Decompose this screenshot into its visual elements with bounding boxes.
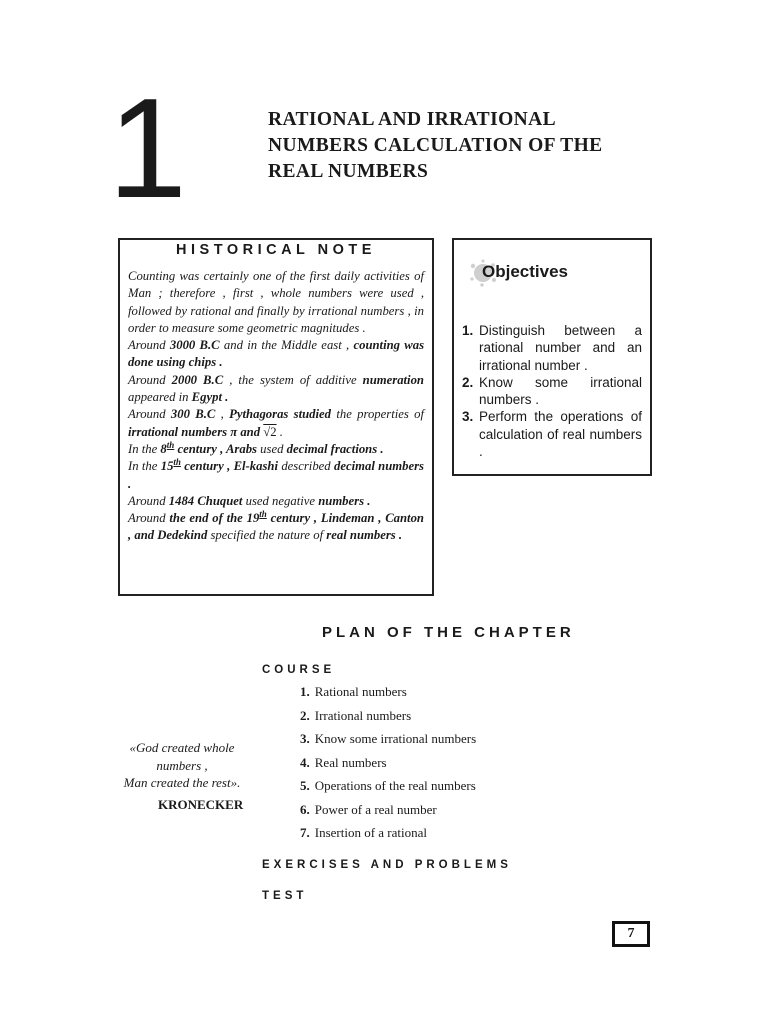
course-item: 5. Operations of the real numbers (300, 778, 476, 793)
history-paragraph-3: Around 2000 B.C , the system of additive numeration appeared in Egypt . (128, 372, 424, 405)
course-item: 3. Know some irrational numbers (300, 731, 477, 746)
course-item: 4. Real numbers (300, 754, 387, 770)
chapter-title (268, 107, 648, 185)
objective-text: Distinguish between a rational number and an irrational number . (479, 323, 642, 373)
chapter-title-line-3: REAL NUMBERS (268, 161, 429, 182)
objective-number: 2. (462, 374, 474, 390)
objective-item (462, 408, 642, 460)
historical-note-box (118, 238, 434, 596)
page-number: 7 (612, 921, 650, 947)
objective-item (462, 374, 642, 409)
objectives-list (462, 322, 642, 460)
test-label: TEST (262, 890, 308, 902)
quote-line-1: «God created whole (129, 740, 235, 755)
objectives-box (452, 238, 652, 476)
course-label: COURSE (262, 664, 336, 676)
objective-number: 1. (462, 323, 474, 338)
quote-line-2: numbers , (156, 757, 208, 773)
history-paragraph-1: Counting was certainly one of the first daily activities of Man ; therefore , first , whole numbers were used , followed by rational and finally by irrational numbers , in order to measure some geometric magnitudes . (128, 269, 424, 335)
course-item: 6. Power of a real number (300, 801, 437, 817)
course-list (300, 683, 476, 848)
objective-text: Know some irrational numbers . (479, 374, 642, 408)
quote-author: KRONECKER (158, 797, 244, 812)
objective-item (462, 322, 642, 374)
objectives-title: Objectives (482, 262, 568, 281)
sqrt-two: √2 (263, 424, 277, 439)
history-paragraph-6: In the 15th century , El-kashi described decimal numbers . (128, 457, 424, 491)
course-item: 1. Rational numbers (300, 684, 407, 699)
history-paragraph-8: Around the end of the 19th century , Lindeman , Canton , and Dedekind specified the nature of real numbers . (128, 508, 424, 543)
historical-note-text (128, 268, 424, 545)
chapter-title-line-2: NUMBERS CALCULATION OF THE (268, 135, 603, 156)
quote (112, 739, 252, 792)
plan-title: PLAN OF THE CHAPTER (322, 624, 575, 641)
course-item: 2. Irrational numbers (300, 707, 412, 723)
objective-text: Perform the operations of calculation of real numbers . (479, 409, 642, 460)
history-paragraph-2: Around 3000 B.C and in the Middle east , counting was done using chips . (128, 338, 425, 370)
objective-number: 3. (462, 409, 474, 425)
quote-line-3: Man created the rest». (123, 775, 241, 790)
course-item: 7. Insertion of a rational (300, 825, 428, 840)
history-paragraph-4: Around 300 B.C , Pythagoras studied the properties of irrational numbers π and √2 . (128, 407, 425, 439)
history-paragraph-7: Around 1484 Chuquet used negative numbers . (128, 493, 371, 508)
historical-note-heading: HISTORICAL NOTE (176, 242, 376, 258)
exercises-label: EXERCISES AND PROBLEMS (262, 859, 512, 871)
objectives-header (462, 240, 642, 300)
history-paragraph-5: In the 8th century , Arabs used decimal fractions . (128, 439, 384, 456)
chapter-title-line-1: RATIONAL AND IRRATIONAL (268, 109, 557, 130)
chapter-number: 1 (108, 69, 187, 228)
